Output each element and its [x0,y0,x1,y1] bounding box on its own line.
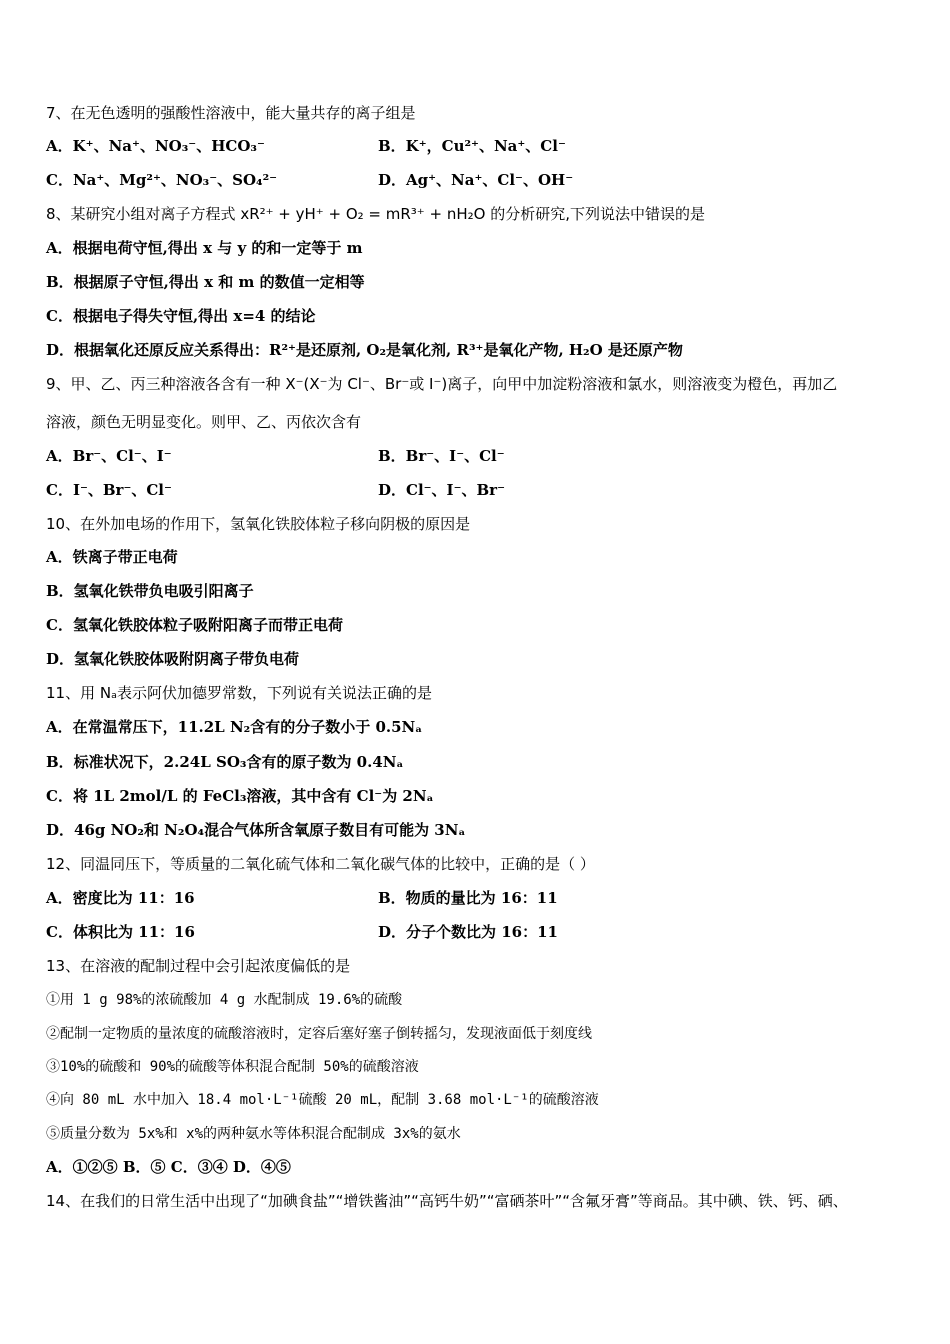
q10-option-b: B．氢氧化铁带负电吸引阳离子 [46,582,254,600]
q7-option-a: A．K⁺、Na⁺、NO₃⁻、HCO₃⁻ [46,137,265,155]
q10-stem: 10、在外加电场的作用下，氢氧化铁胶体粒子移向阴极的原因是 [46,515,471,533]
q13-item-2: ②配制一定物质的量浓度的硫酸溶液时，定容后塞好塞子倒转摇匀，发现液面低于刻度线 [46,1026,592,1042]
q9-stem-line2: 溶液，颜色无明显变化。则甲、乙、丙依次含有 [46,413,362,431]
q8-stem: 8、某研究小组对离子方程式 xR²⁺ + yH⁺ + O₂ = mR³⁺ + nH₂O 的分析研究,下列说法中错误的是 [46,205,705,223]
q12-stem: 12、同温同压下，等质量的二氧化硫气体和二氧化碳气体的比较中，正确的是（ ） [46,855,595,873]
q13-item-4: ④向 80 mL 水中加入 18.4 mol·L⁻¹硫酸 20 mL，配制 3.68 mol·L⁻¹的硫酸溶液 [46,1092,599,1108]
q13-item-3: ③10%的硫酸和 90%的硫酸等体积混合配制 50%的硫酸溶液 [46,1059,419,1075]
q12-option-d: D．分子个数比为 16：11 [378,923,558,941]
q9-option-d: D．Cl⁻、I⁻、Br⁻ [378,481,505,499]
q8-option-b: B．根据原子守恒,得出 x 和 m 的数值一定相等 [46,273,365,291]
q8-option-a: A．根据电荷守恒,得出 x 与 y 的和一定等于 m [46,239,363,257]
q9-option-b: B．Br⁻、I⁻、Cl⁻ [378,447,505,465]
q9-option-a: A．Br⁻、Cl⁻、I⁻ [46,447,172,465]
q7-option-b: B．K⁺，Cu²⁺、Na⁺、Cl⁻ [378,137,566,155]
q10-option-c: C．氢氧化铁胶体粒子吸附阳离子而带正电荷 [46,616,343,634]
q12-option-c: C．体积比为 11：16 [46,923,195,941]
q7-stem: 7、在无色透明的强酸性溶液中，能大量共存的离子组是 [46,104,416,122]
q11-option-b: B．标准状况下，2.24L SO₃含有的原子数为 0.4Nₐ [46,753,404,771]
q13-item-5: ⑤质量分数为 5x%和 x%的两种氨水等体积混合配制成 3x%的氨水 [46,1126,461,1142]
q13-stem: 13、在溶液的配制过程中会引起浓度偏低的是 [46,957,351,975]
q12-option-a: A．密度比为 11：16 [46,889,195,907]
q9-stem-line1: 9、甲、乙、丙三种溶液各含有一种 X⁻(X⁻为 Cl⁻、Br⁻或 I⁻)离子，向甲中加淀粉溶液和氯水，则溶液变为橙色，再加乙 [46,375,838,393]
q12-option-b: B．物质的量比为 16：11 [378,889,558,907]
q11-stem: 11、用 Nₐ表示阿伏加德罗常数，下列说有关说法正确的是 [46,684,432,702]
q8-option-d: D．根据氧化还原反应关系得出：R²⁺是还原剂, O₂是氧化剂, R³⁺是氧化产物, H₂O 是还原产物 [46,341,683,359]
q14-stem: 14、在我们的日常生活中出现了“加碘食盐”“增铁酱油”“高钙牛奶”“富硒茶叶”“含氟牙膏”等商品。其中碘、铁、钙、硒、 [46,1192,848,1210]
q13-item-1: ①用 1 g 98%的浓硫酸加 4 g 水配制成 19.6%的硫酸 [46,992,403,1008]
q11-option-d: D．46g NO₂和 N₂O₄混合气体所含氧原子数目有可能为 3Nₐ [46,821,466,839]
q13-options: A．①②⑤ B．⑤ C．③④ D．④⑤ [46,1158,291,1176]
q8-option-c: C．根据电子得失守恒,得出 x=4 的结论 [46,307,316,325]
q10-option-a: A．铁离子带正电荷 [46,548,178,566]
q9-option-c: C．I⁻、Br⁻、Cl⁻ [46,481,172,499]
q7-option-c: C．Na⁺、Mg²⁺、NO₃⁻、SO₄²⁻ [46,171,278,189]
q11-option-a: A．在常温常压下，11.2L N₂含有的分子数小于 0.5Nₐ [46,718,423,736]
q7-option-d: D．Ag⁺、Na⁺、Cl⁻、OH⁻ [378,171,574,189]
q11-option-c: C．将 1L 2mol/L 的 FeCl₃溶液，其中含有 Cl⁻为 2Nₐ [46,787,434,805]
q10-option-d: D．氢氧化铁胶体吸附阴离子带负电荷 [46,650,300,668]
